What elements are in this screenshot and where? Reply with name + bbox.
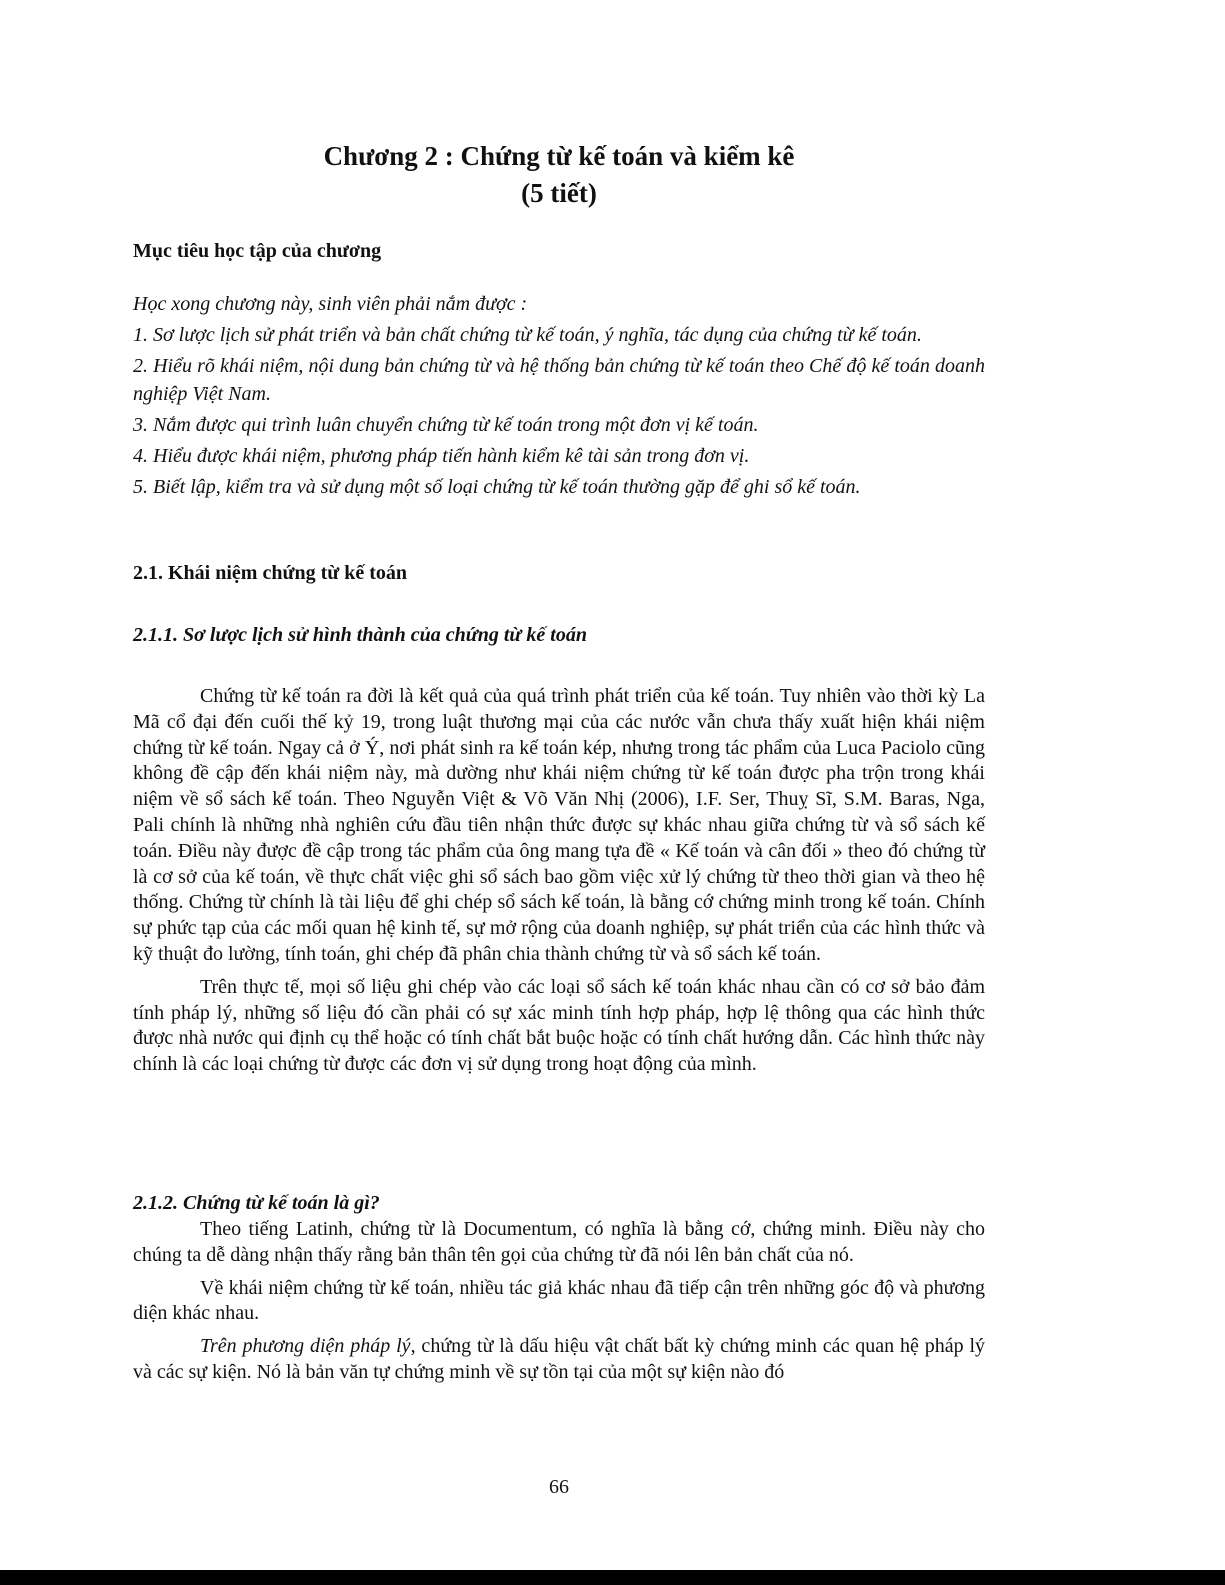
section-2-1-heading: 2.1. Khái niệm chứng từ kế toán [133,562,408,584]
paragraph [133,1334,985,1386]
section-2-1-2-body [133,1217,985,1386]
chapter-title-line2: (5 tiết) [521,178,597,208]
objective-item-1: 1. Sơ lược lịch sử phát triển và bản chất chứng từ kế toán, ý nghĩa, tác dụng của chứng từ kế toán. [133,324,922,346]
section-2-1-1-body [133,684,985,1078]
objectives-heading: Mục tiêu học tập của chương [133,240,382,262]
paragraph-rest: , chứng từ là dấu hiệu vật chất bất kỳ chứng minh các quan hệ pháp lý và các sự kiện. Nó là bản văn tự chứng minh về sự tồn tại của một sự kiện nào đó [133,1335,985,1383]
document-page [133,0,985,1585]
paragraph: Theo tiếng Latinh, chứng từ là Documentum, có nghĩa là bằng cớ, chứng minh. Điều này cho chúng ta dễ dàng nhận thấy rằng bản thân tên gọi của chứng từ đã nói lên bản chất của nó. [133,1218,985,1266]
paragraph: Chứng từ kế toán ra đời là kết quả của quá trình phát triển của kế toán. Tuy nhiên vào thời kỳ La Mã cổ đại đến cuối thế kỷ 19, trong luật thương mại của các nước vẫn chưa thấy xuất hiện khái niệm chứng từ kế toán. Ngay cả ở Ý, nơi phát sinh ra kế toán kép, nhưng trong tác phẩm của Luca Paciolo cũng không đề cập đến khái niệm này, mà dường như khái niệm chứng từ kế toán được pha trộn trong khái niệm về sổ sách kế toán. Theo Nguyễn Việt & Võ Văn Nhị (2006), I.F. Ser, Thuỵ Sĩ, S.M. Baras, Nga, Pali chính là những nhà nghiên cứu đầu tiên nhận thức được sự khác nhau giữa chứng từ và sổ sách kế toán. Điều này được đề cập trong tác phẩm của ông mang tựa đề « Kế toán và cân đối » theo đó chứng từ là cơ sở của kế toán, về thực chất việc ghi sổ sách bao gồm việc xử lý chứng từ theo thời gian và theo hệ thống. Chứng từ chính là tài liệu để ghi chép sổ sách kế toán, là bằng cớ chứng minh trong kế toán. Chính sự phức tạp của các mối quan hệ kinh tế, sự mở rộng của doanh nghiệp, sự phát triển của các hình thức và kỹ thuật đo lường, tính toán, ghi chép đã phân chia thành chứng từ và sổ sách kế toán. [133,685,985,965]
chapter-title [133,138,985,212]
objective-item-2: 2. Hiểu rõ khái niệm, nội dung bản chứng từ và hệ thống bản chứng từ kế toán theo Chế độ kế toán doanh nghiệp Việt Nam. [133,355,985,405]
section-2-1-2-heading: 2.1.2. Chứng từ kế toán là gì? [133,1192,380,1214]
objective-item-5: 5. Biết lập, kiểm tra và sử dụng một số loại chứng từ kế toán thường gặp để ghi sổ kế toán. [133,476,861,498]
paragraph: Trên thực tế, mọi số liệu ghi chép vào các loại sổ sách kế toán khác nhau cần có cơ sở bảo đảm tính pháp lý, những số liệu đó cần phải có sự xác minh tính hợp pháp, hợp lệ thông qua các hình thức được nhà nước qui định cụ thể hoặc có tính chất bắt buộc hoặc có tính chất hướng dẫn. Các hình thức này chính là các loại chứng từ được các đơn vị sử dụng trong hoạt động của mình. [133,975,985,1076]
objectives-intro: Học xong chương này, sinh viên phải nắm được : [133,293,528,315]
paragraph: Về khái niệm chứng từ kế toán, nhiều tác giả khác nhau đã tiếp cận trên những góc độ và phương diện khác nhau. [133,1276,985,1325]
scan-bottom-border [0,1570,1225,1585]
chapter-title-line1: Chương 2 : Chứng từ kế toán và kiểm kê [323,141,795,171]
section-2-1-1-heading: 2.1.1. Sơ lược lịch sử hình thành của chứng từ kế toán [133,624,587,646]
objectives-list [133,290,985,501]
objective-item-4: 4. Hiểu được khái niệm, phương pháp tiến hành kiểm kê tài sản trong đơn vị. [133,445,750,467]
page-number: 66 [549,1476,569,1498]
objective-item-3: 3. Nắm được qui trình luân chuyển chứng từ kế toán trong một đơn vị kế toán. [133,414,759,436]
italic-lead: Trên phương diện pháp lý [200,1335,411,1358]
